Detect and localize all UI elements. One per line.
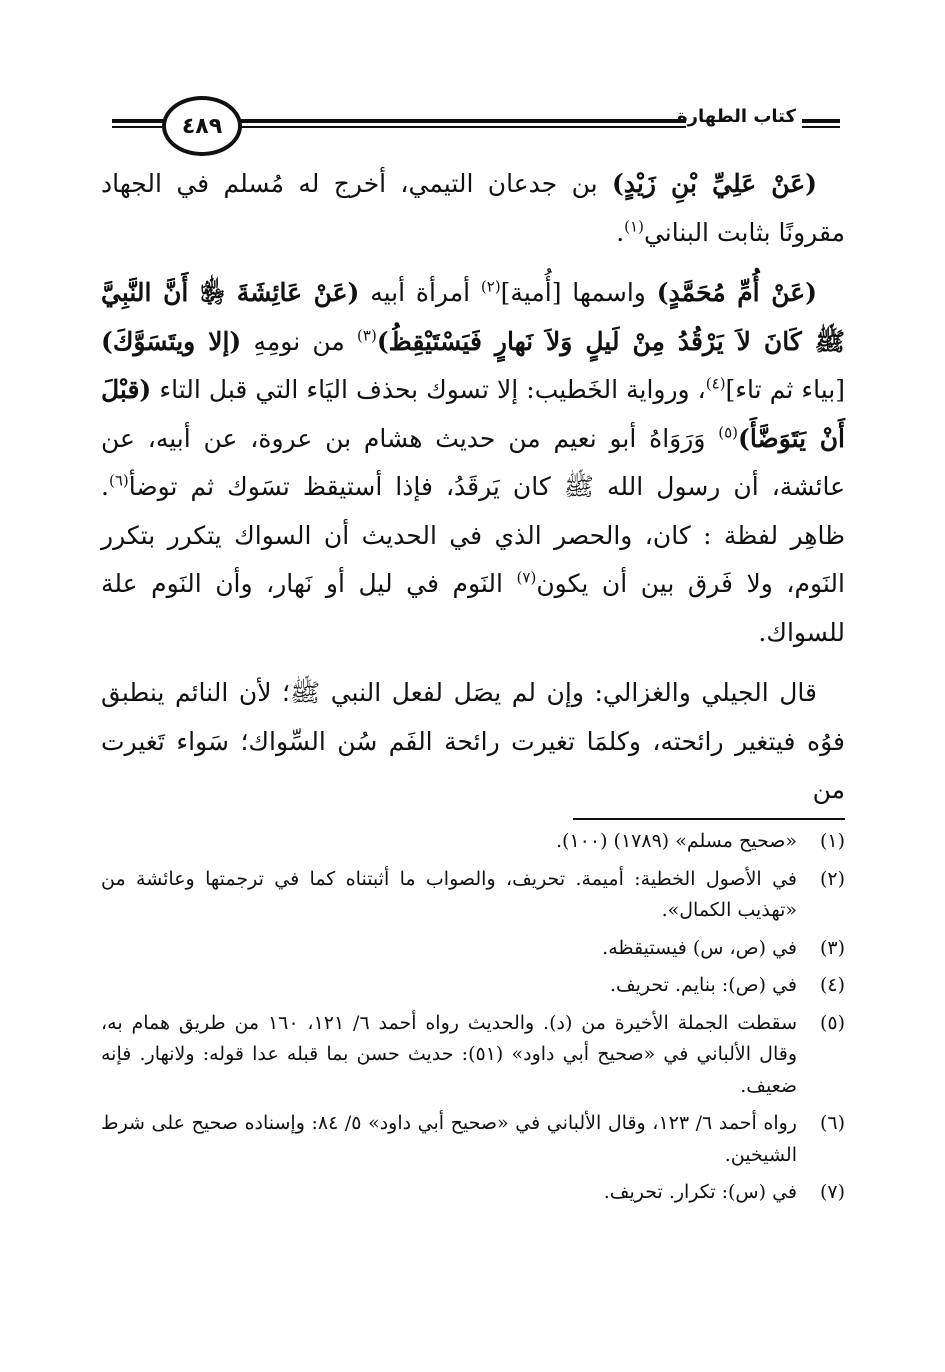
footnote-ref[interactable]: (٦) xyxy=(108,471,129,490)
footnote-text: سقطت الجملة الأخيرة من (د). والحديث رواه أحمد ٦/ ١٢١، ١٦٠ من طريق همام به، وقال الألباني في «صحيح أبي داود» (٥١): حديث حسن بما قبله عدا قوله: ولانهار. فإنه ضعيف. xyxy=(101,1011,798,1097)
footnotes xyxy=(101,826,845,1215)
footnote-text: في (ص، س) فيستيقظه. xyxy=(602,936,797,959)
paragraph-3: قال الجيلي والغزالي: وإن لم يصَل لفعل النبي ﷺ؛ لأن النائم ينطبق فوُه فيتغير رائحته، وكلمَا تغيرت رائحة الفَم سُن السِّواك؛ سَواء تَغيرت من xyxy=(101,678,845,804)
text-span: . ظاهِر لفظة : كان، والحصر الذي في الحديث أن السواك يتكرر بتكرر النَوم، ولا فَرق بين أن يكون xyxy=(101,472,845,598)
paragraph-2 xyxy=(101,269,845,657)
footnote xyxy=(101,864,845,927)
hadith-narrator: (عَنْ أُمِّ مُحَمَّدٍ) xyxy=(656,278,817,307)
footnote-number: (١) xyxy=(819,830,845,852)
header-rule xyxy=(802,126,840,128)
text-span: بن جدعان التيمي، أخرج له مُسلم في الجهاد مقرونًا بثابت البناني xyxy=(101,169,845,247)
footnote-number: (٣) xyxy=(819,936,845,959)
footnote xyxy=(101,826,845,858)
footnote-text: «صحيح مسلم» (١٧٨٩) (١٠٠). xyxy=(556,830,797,852)
page-header xyxy=(112,92,840,156)
footnote-text: رواه أحمد ٦/ ١٢٣، وقال الألباني في «صحيح أبي داود» ٥/ ٨٤: وإسناده صحيح على شرط الشيخين. xyxy=(101,1112,797,1166)
text-span: أمرأة أبيه xyxy=(359,278,481,307)
header-rule xyxy=(234,126,686,128)
footnote xyxy=(101,933,845,965)
paragraph-1 xyxy=(101,160,845,257)
footnote xyxy=(101,1108,845,1171)
text-span: [بياء ثم تاء] xyxy=(725,375,845,404)
header-rule xyxy=(112,119,164,123)
header-rule xyxy=(112,126,164,128)
hadith-text: (قبْلَ أَنْ يَتَوَضَّأَ) xyxy=(101,375,845,453)
footnote-ref[interactable]: (٥) xyxy=(718,423,739,442)
footnote-ref[interactable]: (٣) xyxy=(357,326,377,345)
footnote xyxy=(101,1008,845,1103)
text-span: وَرَوَاهُ أبو نعيم من حديث هشام بن عروة، عن أبيه، عن عائشة، أن رسول الله ﷺ كان يَرقَدُ، فإذا أستيقظ تسَوك ثم توضأ xyxy=(101,423,845,501)
footnote-text: في (س): تكرار. تحريف. xyxy=(603,1181,797,1203)
footnote xyxy=(101,1177,845,1209)
running-title: كتاب الطهارة xyxy=(676,106,796,127)
footnote-ref[interactable]: (٧) xyxy=(516,568,537,587)
footnote-ref[interactable]: (١) xyxy=(624,217,644,236)
page-number: ٤٨٩ xyxy=(162,96,242,156)
text-span: ، ورواية الخَطيب: إلا تسوك بحذف اليَاء التي قبل التاء xyxy=(151,375,706,404)
text-span: واسمها [أُمية] xyxy=(500,278,657,307)
text-span: النَوم في ليل أو نَهار، وأن النَوم علة للسواك. xyxy=(101,569,845,647)
footnote-number: (٢) xyxy=(819,867,845,890)
footnote-number: (٧) xyxy=(819,1181,845,1203)
footnote-number: (٦) xyxy=(819,1112,845,1134)
text-span: . xyxy=(616,217,625,247)
hadith-text: (عَنْ عَائِشَةَ ﵂ أَنَّ النَّبِيَّ ﷺ كَانَ لاَ يَرْقُدُ مِنْ لَيلٍ وَلاَ نَهارٍ فَيَسْتَيْقِظُ) xyxy=(101,278,845,356)
footnote xyxy=(101,970,845,1002)
main-text xyxy=(101,160,845,827)
footnote-text: في الأصول الخطية: أميمة. تحريف، والصواب ما أثبتناه كما في ترجمتها وعائشة من «تهذيب الكمال». xyxy=(101,867,797,921)
hadith-narrator: (عَنْ عَلِيِّ بْنِ زَيْدٍ) xyxy=(611,169,818,198)
footnote-text: في (ص): بنايم. تحريف. xyxy=(609,974,797,996)
header-rule xyxy=(234,119,686,123)
text-span: من نومِهِ xyxy=(241,326,358,356)
header-rule xyxy=(802,119,840,123)
footnote-ref[interactable]: (٤) xyxy=(705,374,726,393)
footnote-separator xyxy=(573,818,845,820)
footnote-number: (٤) xyxy=(819,974,845,996)
hadith-text: (إلا ويتَسَوَّكَ) xyxy=(101,326,242,356)
footnote-ref[interactable]: (٢) xyxy=(480,277,501,296)
footnote-number: (٥) xyxy=(819,1011,845,1034)
